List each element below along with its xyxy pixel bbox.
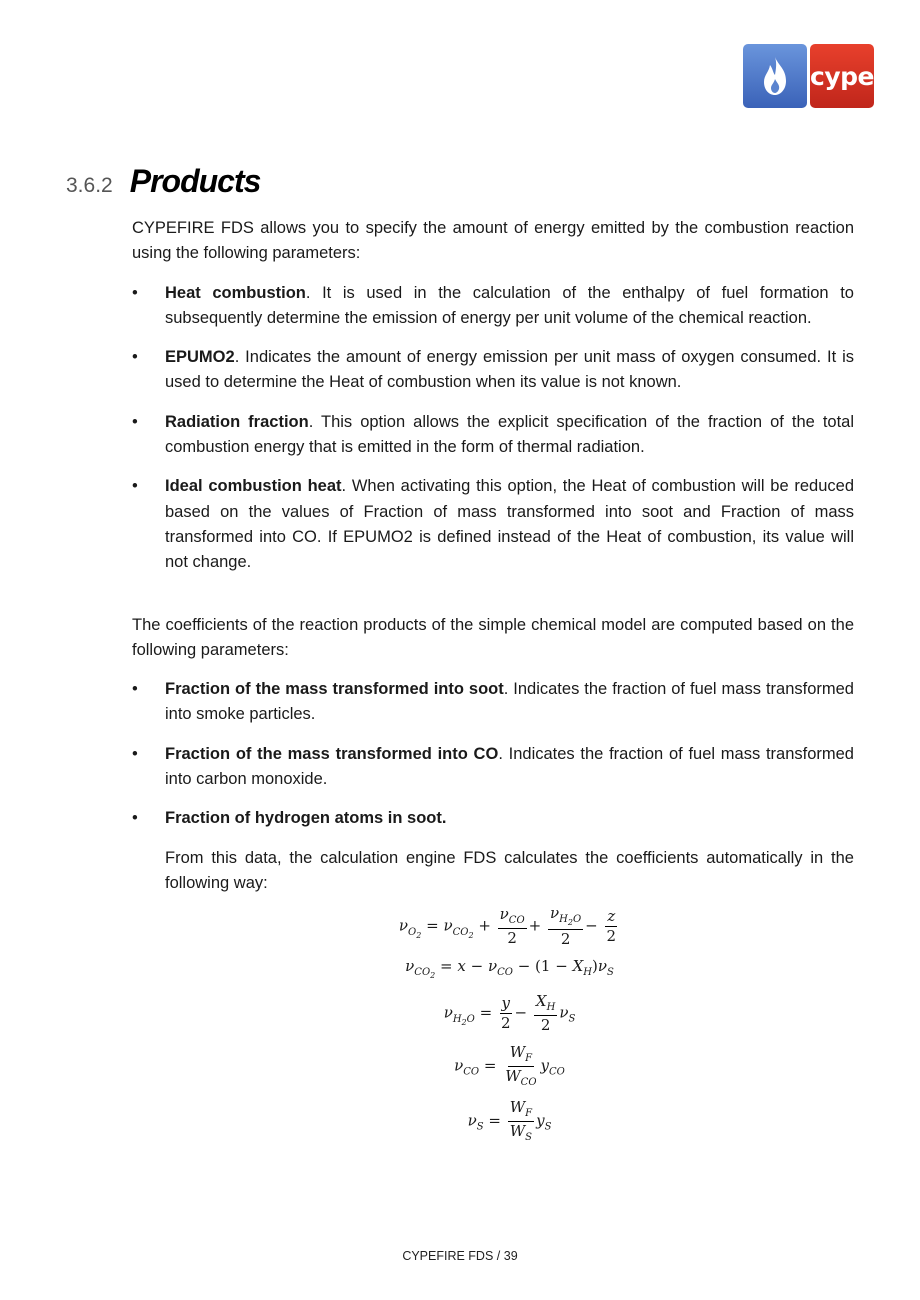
cype-logo [743,44,874,108]
term: EPUMO2 [165,348,235,367]
term: Fraction of the mass transformed into soot [165,680,504,699]
footer-doc-name: CYPEFIRE FDS [402,1249,494,1263]
term: Radiation fraction [165,412,309,431]
list-item [132,281,854,332]
intro-paragraph: CYPEFIRE FDS allows you to specify the amount of energy emitted by the combustion reaction using the following parameters: [132,219,854,263]
list-item [132,806,854,831]
description: . This option allows the explicit specification of the fraction of the total combustion energy that is emitted in the form of thermal radiation. [165,412,855,457]
coefficients-paragraph: The coefficients of the reaction products of the simple chemical model are computed based on the following parameters: [132,615,854,659]
equation-4: $\nu_{CO}$ = $\frac{W_F}{W_{CO}}$ $y_{CO}$ [454,1043,565,1089]
description: . Indicates the fraction of fuel mass transformed into smoke particles. [165,680,854,724]
equation-3: $\nu_{H_2O}$ = $\frac{y}{2}$ − $\frac{X_H}{2}$ $\nu_S$ [443,992,576,1035]
description: . Indicates the amount of energy emission per unit mass of oxygen consumed. It is used to determine the Heat of combustion when its value is not known. [165,348,854,392]
document-body [132,216,854,1143]
section-title: Products [129,163,261,199]
equation-2: $\nu_{CO_2} = x - \nu_{CO} - (1 - X_H)\nu_S$ [405,957,614,981]
description: . When activating this option, the Heat of combustion will be reduced based on the values of Fraction of mass transformed into soot and Fraction of mass transformed into CO. If EPUMO2 is defined instead of the Heat of combustion, its value will not change. [165,477,854,572]
list-item [132,345,854,396]
equation-5: $\nu_S$ = $\frac{W_F}{W_S}$ $y_S$ [467,1098,552,1144]
equation-1: $\nu_{O_2} = \nu_{CO_2}$ + $\frac{\nu_{CO}}{2}$ + $\frac{\nu_{H_2O}}{2}$ − $\frac{z}{2}$ [398,904,617,949]
list-item [132,677,854,728]
flame-icon [743,44,807,108]
term: Fraction of the mass transformed into CO [165,744,499,763]
page-number: 39 [503,1249,518,1263]
list-item [132,474,854,575]
page-footer [0,1249,920,1263]
term: Heat combustion [165,283,306,302]
term: Ideal combustion heat [165,477,342,496]
list-item [132,410,854,461]
footer-separator: / [496,1249,501,1263]
calculation-paragraph: From this data, the calculation engine FDS calculates the coefficients automatically in the following way: [165,848,854,892]
description: . It is used in the calculation of the enthalpy of fuel formation to subsequently determine the emission of energy per unit volume of the chemical reaction. [165,283,854,327]
list-item [132,742,854,793]
cype-wordmark: cype [810,44,874,108]
energy-parameter-list [132,281,854,576]
equations-block [132,906,854,1143]
section-number: 3.6.2 [66,174,113,197]
description: . Indicates the fraction of fuel mass transformed into carbon monoxide. [165,744,854,789]
section-heading [66,163,260,200]
term: Fraction of hydrogen atoms in soot. [165,809,447,828]
coefficient-parameter-list [132,677,854,831]
